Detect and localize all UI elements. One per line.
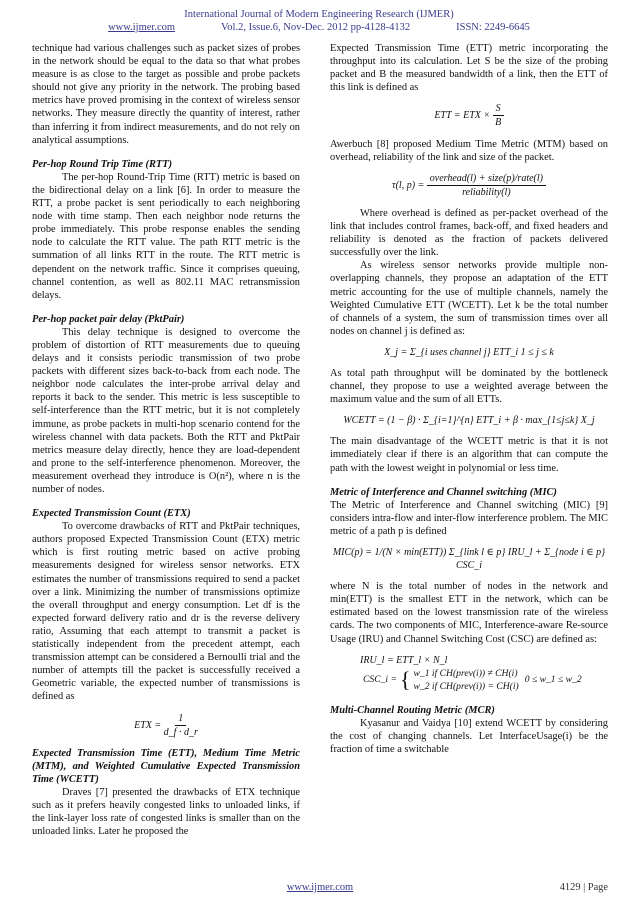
- paragraph: As total path throughput will be dominated by the bottleneck channel, they propose to use a weighted average between the maximum value and the sum of all ETTs.: [330, 367, 608, 406]
- equation-ett: [330, 102, 608, 129]
- equation-case: w_1 if CH(prev(i)) ≠ CH(i): [413, 667, 518, 679]
- journal-title: International Journal of Modern Engineering Research (IJMER): [184, 9, 454, 20]
- equation-numerator: overhead(l) + size(p)/rate(l): [427, 172, 546, 186]
- equation-fraction: [164, 712, 198, 739]
- right-column: [330, 42, 608, 756]
- equation-fraction: [493, 102, 504, 129]
- section-heading-pktpair: Per-hop packet pair delay (PktPair): [32, 313, 185, 325]
- journal-volume: Vol.2, Issue.6, Nov-Dec. 2012 pp-4128-4132: [221, 22, 411, 33]
- paragraph: The Metric of Interference and Channel switching (MIC) [9] considers intra-flow and inter-flow interference problem. The MIC metric of a path p is defined: [330, 499, 608, 537]
- equation-numerator: S: [493, 102, 504, 116]
- equation-denominator: d_f · d_r: [163, 726, 198, 738]
- paragraph: where N is the total number of nodes in the network and min(ETT) is the smallest ETT in the network, which can be estimated based on the lowest transmission rate of the wireless cards. The two components of MIC, Interference-aware Re-source Usage (IRU) and Channel Switching Cost (CSC) are defined as:: [330, 581, 608, 645]
- equation-lhs: ETT = ETX ×: [434, 110, 491, 122]
- section-heading-mcr: Multi-Channel Routing Metric (MCR): [330, 704, 495, 716]
- left-column: [32, 42, 300, 838]
- equation-denominator: reliability(l): [462, 186, 511, 198]
- paragraph: Draves [7] presented the drawbacks of ETX technique such as it prefers heavily congested links to unloaded links, if the link-layer loss rate of congested links is smaller than on the unloaded links. Later he proposed the: [32, 786, 300, 838]
- footer-site-link[interactable]: www.ijmer.com: [286, 882, 354, 893]
- equation-xj: X_j = Σ_{i uses channel j} ETT_i 1 ≤ j ≤ k: [384, 346, 554, 358]
- paragraph: The main disadvantage of the WCETT metric is that it is not immediately clear if there is an algorithm that can compute the path with the lowest weight in polynomial or less time.: [330, 436, 608, 474]
- equation-mtm: [330, 172, 608, 199]
- equation-mic: MIC(p) = 1/(N × min(ETT)) Σ_{link l ∈ p} IRU_l + Σ_{node i ∈ p} CSC_i: [332, 547, 606, 572]
- equation-iru: IRU_l = ETT_l × N_l: [360, 654, 448, 666]
- journal-header: [0, 8, 638, 34]
- paragraph: To overcome drawbacks of RTT and PktPair techniques, authors proposed Expected Transmission Count (ETX) metric which is first routing metric based on active probing measurements designed for wireless sensor networks. ETX estimates the number of transmissions required to send a packet over a link. Minimizing the number of transmissions optimize the overall throughput and energy consumption. Let df is the expected forward delivery ratio and dr is the reverse delivery ratio, Assuming that each attempt to transmit a packet is statistically independent from the precedent attempt, each transmission attempt can be considered a Bernoulli trial and the number of attempts till the packet is successfully received a Geometric variable, the expected number of transmissions is defined as: [32, 521, 300, 703]
- page-number: 4129 | Page: [559, 882, 608, 893]
- paragraph: As wireless sensor networks provide multiple non-overlapping channels, they propose an adaptation of the ETT metric accounting for the use of multiple channels, namely the Weighted Cumulative ETT (WCETT). Let k be the total number of channels of a system, the sum of transmission times over all nodes on channel j is defined as:: [330, 260, 608, 337]
- paragraph: Expected Transmission Time (ETT) metric incorporating the throughput into its calculation. Let S be the size of the probing packet and B the measured bandwidth of a link, then the ETT of this link is defined as: [330, 43, 608, 94]
- paragraph: Where overhead is defined as per-packet overhead of the link that includes control frames, back-off, and fixed headers and reliability is denoted as the fraction of packets delivered successfully over the link.: [330, 207, 608, 259]
- journal-issn: ISSN: 2249-6645: [456, 22, 530, 33]
- paragraph: technique had various challenges such as packet sizes of probes in the network should be equal to the data so that what probes measure is as close to the target as possible and probe packets should not give any priority in the network. The probing based metrics have proved promising in the context of wireless sensor networks. They measure directly the quantity of interest, rather than inferring it from indirect measurements, and do not rely on analytical assumptions.: [32, 43, 300, 146]
- section-heading-ett: Expected Transmission Time (ETT), Medium Time Metric (MTM), and Weighted Cumulative Expected Transmission Time (WCETT): [32, 747, 300, 785]
- section-heading-rtt: Per-hop Round Trip Time (RTT): [32, 158, 173, 170]
- equation-condition: 0 ≤ w_1 ≤ w_2: [524, 674, 582, 686]
- equation-fraction: [427, 172, 546, 199]
- equation-etx: [32, 712, 300, 739]
- equation-lhs: CSC_i =: [363, 674, 397, 686]
- equation-denominator: B: [495, 117, 502, 129]
- equation-wcett: WCETT = (1 − β) · Σ_{i=1}^{n} ETT_i + β · max_{1≤j≤k} X_j: [343, 415, 595, 427]
- equation-brace: {: [399, 667, 411, 693]
- paragraph: Kyasanur and Vaidya [10] extend WCETT by considering the cost of changing channels. Let InterfaceUsage(i) be the fraction of time a switchable: [330, 718, 608, 756]
- equation-lhs: ETX =: [134, 719, 162, 731]
- paragraph: Awerbuch [8] proposed Medium Time Metric (MTM) based on overhead, reliability of the link and size of the packet.: [330, 138, 608, 163]
- section-heading-mic: Metric of Interference and Channel switching (MIC): [330, 486, 557, 498]
- paragraph: The per-hop Round-Trip Time (RTT) metric is based on the bidirectional delay on a link [6]. In order to measure the RTT, a probe packet is sent periodically to each neighboring node with time stamp. Then each neighbor node returns the probe immediately. This probe response enables the sending node to calculate the RTT value. The path RTT metric is the summation of all links RTT in the route. The RTT metric is dependent on the network traffic. Since it comprises queuing, channel contention, as well as 802.11 MAC retransmission delays.: [32, 171, 300, 301]
- equation-csc: [360, 667, 585, 693]
- journal-info-line: [0, 21, 638, 34]
- equation-lhs: τ(l, p) =: [392, 179, 425, 191]
- equation-case: w_2 if CH(prev(i)) = CH(i): [413, 680, 519, 692]
- equation-iru-csc: [360, 654, 608, 693]
- equation-numerator: 1: [175, 712, 186, 726]
- journal-site-link[interactable]: www.ijmer.com: [108, 22, 176, 33]
- section-heading-etx: Expected Transmission Count (ETX): [32, 508, 191, 520]
- paragraph: This delay technique is designed to overcome the problem of distortion of RTT measurements due to queuing delays and it consists periodic transmission of two probe packets with different sizes back-to-back from each node. The neighbor node calculates the inter-probe arrival delay and reports it back to the sender. This metric is less susceptible to self-interference than the RTT metric, but it is not completely immune, as probe packets in multi-hop scenario contend for the wireless channel with data packets. Both the RTT and PktPair metrics measure delay directly, hence they are load-dependent and prone to the self-interference phenomenon. Moreover, the measurement overhead they introduce is O(n²), where n is the number of nodes.: [32, 326, 300, 495]
